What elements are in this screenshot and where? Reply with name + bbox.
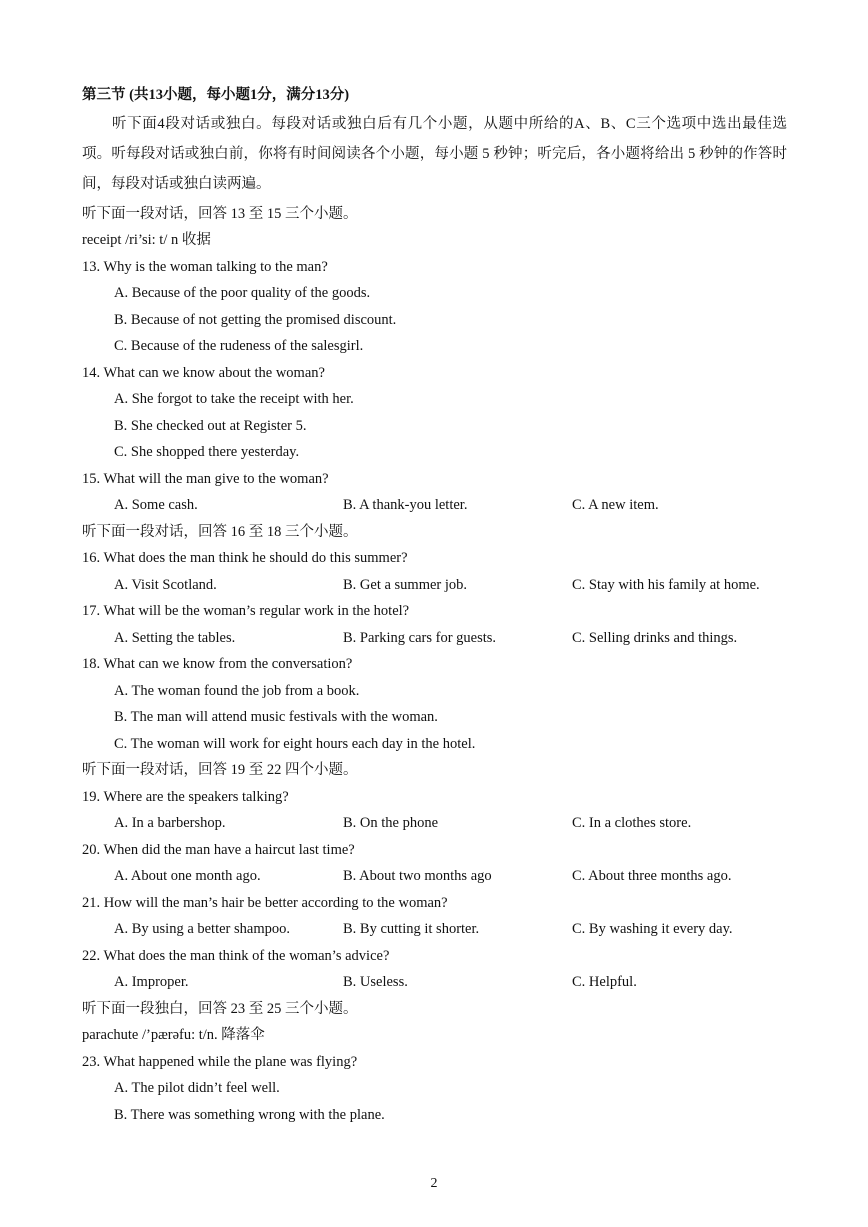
option: C. A new item. [572, 497, 659, 513]
option: A. The pilot didn’t feel well. [114, 1080, 280, 1096]
section-intro-block [82, 109, 787, 199]
vocab-note: parachute /’pærəfu: t/n. 降落伞 [82, 1027, 265, 1043]
option: B. There was something wrong with the plane. [114, 1106, 385, 1123]
option: A. By using a better shampoo. [114, 921, 290, 937]
question-stem: 18. What can we know from the conversation? [82, 656, 353, 672]
option: C. In a clothes store. [572, 815, 692, 831]
option: B. On the phone [343, 815, 439, 831]
option: C. Stay with his family at home. [572, 576, 760, 593]
option: A. In a barbershop. [114, 815, 226, 831]
question-stem: 22. What does the man think of the woman’s advice? [82, 947, 390, 964]
option: A. Visit Scotland. [114, 576, 217, 593]
option: A. She forgot to take the receipt with her. [114, 391, 354, 407]
option: A. Some cash. [114, 497, 198, 513]
page-number: 2 [430, 1176, 438, 1191]
option: B. Because of not getting the promised discount. [114, 311, 397, 328]
options-row [82, 492, 787, 519]
option: C. Because of the rudeness of the salesgirl. [114, 338, 364, 354]
options-row [82, 863, 787, 890]
listening-section [82, 82, 787, 1128]
option: B. By cutting it shorter. [343, 921, 480, 937]
question-stem: 23. What happened while the plane was flying? [82, 1053, 358, 1070]
option: C. About three months ago. [572, 868, 732, 884]
option: A. About one month ago. [114, 868, 261, 884]
option: C. She shopped there yesterday. [114, 444, 300, 460]
option: A. The woman found the job from a book. [114, 682, 360, 699]
part-instruction: 听下面一段对话，回答 13 至 15 三个小题。 [82, 205, 358, 222]
part-instruction: 听下面一段对话，回答 16 至 18 三个小题。 [82, 523, 358, 540]
option: B. The man will attend music festivals with the woman. [114, 709, 438, 725]
options-row [82, 810, 787, 837]
question-stem: 13. Why is the woman talking to the man? [82, 258, 328, 275]
option: B. She checked out at Register 5. [114, 417, 307, 434]
options-row [82, 572, 787, 599]
question-stem: 20. When did the man have a haircut last time? [82, 841, 355, 858]
question-stem: 17. What will be the woman’s regular work in the hotel? [82, 603, 410, 619]
question-stem: 14. What can we know about the woman? [82, 364, 325, 381]
part-instruction: 听下面一段独白，回答 23 至 25 三个小题。 [82, 1000, 358, 1017]
option: B. Get a summer job. [343, 576, 468, 593]
option: B. A thank-you letter. [343, 497, 468, 513]
option: A. Because of the poor quality of the goods. [114, 285, 371, 301]
part-instruction: 听下面一段对话，回答 19 至 22 四个小题。 [82, 762, 358, 778]
question-stem: 21. How will the man’s hair be better according to the woman? [82, 894, 448, 911]
option: C. The woman will work for eight hours each day in the hotel. [114, 735, 476, 752]
vocab-note: receipt /ri’si: t/ n 收据 [82, 232, 211, 248]
option: C. Helpful. [572, 974, 637, 990]
option: B. Useless. [343, 974, 408, 990]
options-row [82, 969, 787, 996]
option: B. Parking cars for guests. [343, 629, 497, 646]
section-intro: 听下面4段对话或独白。每段对话或独白后有几个小题，从题中所给的A、B、C三个选项中选出最佳选项。听每段对话或独白前，你将有时间阅读各个小题，每小题 5 秒钟；听完后，各小题将给出 5 秒钟的作答时间，每段对话或独白读两遍。 [82, 115, 787, 192]
question-stem: 19. Where are the speakers talking? [82, 788, 289, 805]
question-stem: 16. What does the man think he should do this summer? [82, 550, 408, 566]
option: C. By washing it every day. [572, 921, 733, 937]
option: B. About two months ago [343, 868, 492, 884]
question-stem: 15. What will the man give to the woman? [82, 470, 329, 487]
option: A. Setting the tables. [114, 629, 236, 646]
option: A. Improper. [114, 974, 189, 990]
option: C. Selling drinks and things. [572, 629, 738, 646]
options-row [82, 625, 787, 652]
options-row [82, 916, 787, 943]
section-heading: 第三节 (共13小题，每小题1分，满分13分) [82, 87, 350, 103]
